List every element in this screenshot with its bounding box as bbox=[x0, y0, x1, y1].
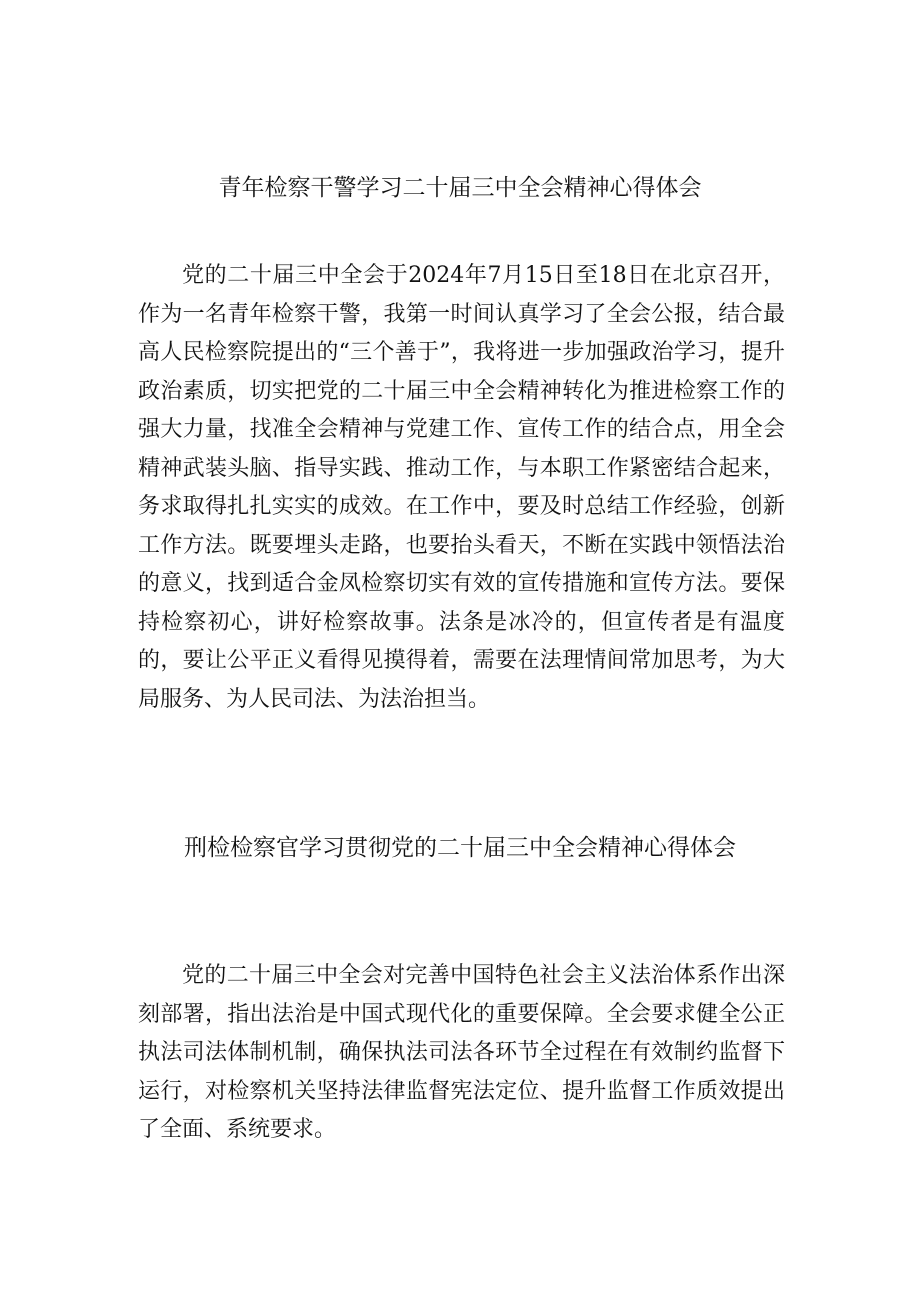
section-2-body: 党的二十届三中全会对完善中国特色社会主义法治体系作出深刻部署，指出法治是中国式现代化的重要保障。全会要求健全公正执法司法体制机制，确保执法司法各环节全过程在有效制约监督下运行，对检察机关坚持法律监督宪法定位、提升监督工作质效提出了全面、系统要求。 bbox=[138, 963, 785, 1142]
section-1-body: 党的二十届三中全会于2024年7月15日至18日在北京召开，作为一名青年检察干警，我第一时间认真学习了全会公报，结合最高人民检察院提出的“三个善于”，我将进一步加强政治学习，提升政治素质，切实把党的二十届三中全会精神转化为推进检察工作的强大力量，找准全会精神与党建工作、宣传工作的结合点，用全会精神武装头脑、指导实践、推动工作，与本职工作紧密结合起来，务求取得扎扎实实的成效。在工作中，要及时总结工作经验，创新工作方法。既要埋头走路，也要抬头看天，不断在实践中领悟法治的意义，找到适合金凤检察切实有效的宣传措施和宣传方法。要保持检察初心，讲好检察故事。法条是冰冷的，但宣传者是有温度的，要让公平正义看得见摸得着，需要在法理情间常加思考，为大局服务、为人民司法、为法治担当。 bbox=[138, 263, 785, 712]
section-1-title: 青年检察干警学习二十届三中全会精神心得体会 bbox=[218, 175, 702, 201]
section-2-title: 刑检检察官学习贯彻党的二十届三中全会精神心得体会 bbox=[184, 835, 736, 861]
